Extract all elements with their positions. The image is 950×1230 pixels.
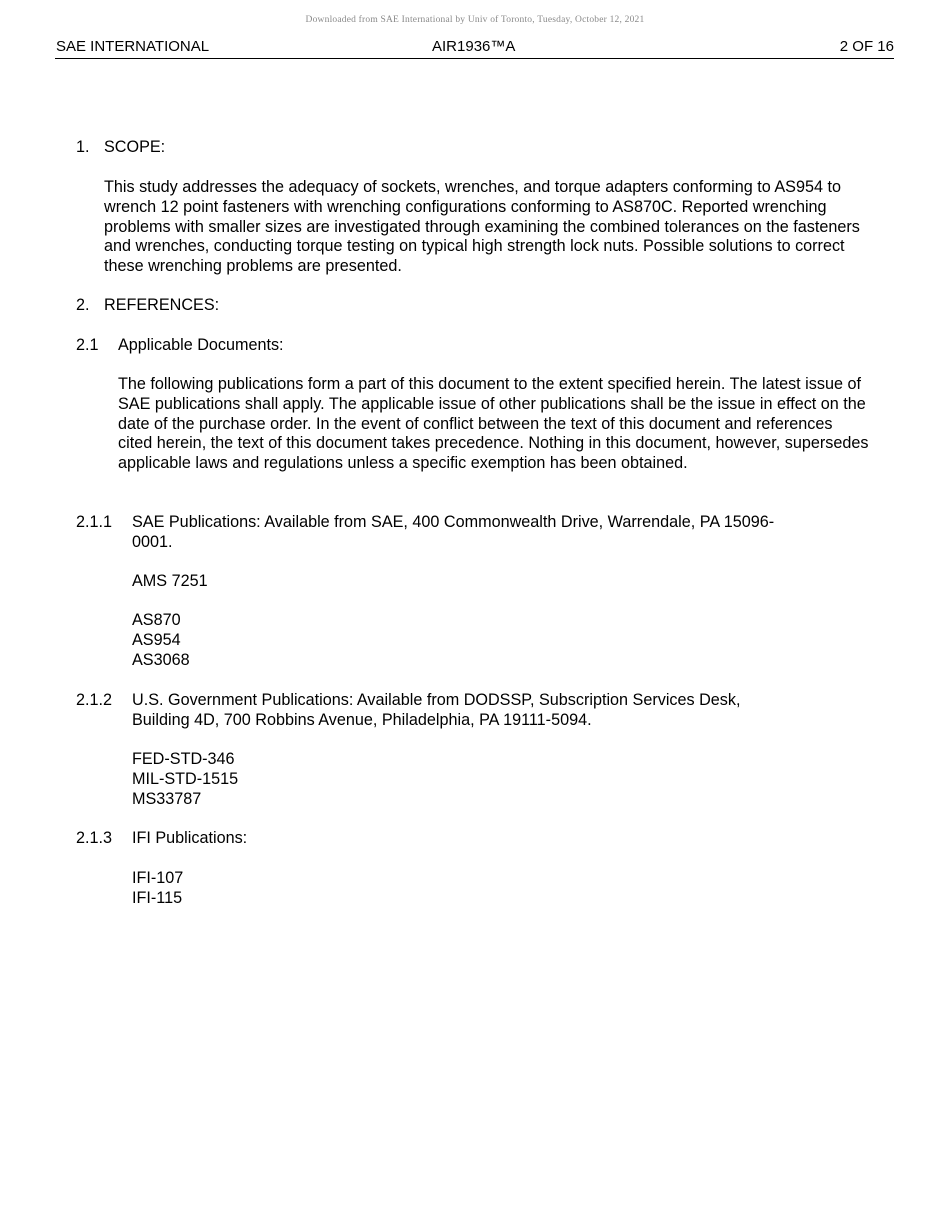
section-2-1-title: Applicable Documents: <box>118 336 284 354</box>
government-publication-item: MIL-STD-1515 <box>132 769 239 788</box>
section-2-1-2-text: U.S. Government Publications: Available from DODSSP, Subscription Services Desk, Building 4D, 700 Robbins Avenue, Philadelphia, PA 19111-5094. <box>132 691 741 729</box>
sae-publication-item: AS954 <box>132 630 181 649</box>
section-1-title: SCOPE: <box>104 138 166 156</box>
ifi-publication-list <box>132 869 432 909</box>
section-1-number: 1. <box>76 138 90 156</box>
section-2-1-1-number: 2.1.1 <box>76 513 113 531</box>
sae-publication-item: AS870 <box>132 611 181 629</box>
ifi-publication-item: IFI-115 <box>132 888 183 907</box>
government-publication-item: MS33787 <box>132 789 202 808</box>
sae-publication-list-2 <box>132 611 432 670</box>
sae-publication-list-1 <box>132 572 432 592</box>
sae-publication-item: AS3068 <box>132 650 190 669</box>
government-publication-list <box>132 750 432 809</box>
section-2-title: REFERENCES: <box>104 296 220 314</box>
section-2-number: 2. <box>76 296 90 314</box>
section-2-1-1-text: SAE Publications: Available from SAE, 400 Commonwealth Drive, Warrendale, PA 15096-0001. <box>132 513 775 551</box>
download-watermark: Downloaded from SAE International by Univ of Toronto, Tuesday, October 12, 2021 <box>305 15 645 25</box>
page-header <box>55 38 894 59</box>
sae-publication-item: AMS 7251 <box>132 572 208 590</box>
ifi-publication-item: IFI-107 <box>132 869 184 887</box>
section-1-body: This study addresses the adequacy of sockets, wrenches, and torque adapters conforming to AS954 to wrench 12 point fasteners with wrenching configurations conforming to AS870C. Reported wrenching problems with smaller sizes are investigated through examining the combined tolerances on the fasteners and wrenches, conducting torque testing on typical high strength lock nuts. Possible solutions to correct these wrenching problems are presented. <box>104 178 860 276</box>
government-publication-item: FED-STD-346 <box>132 750 235 768</box>
section-2-1-3-number: 2.1.3 <box>76 829 113 847</box>
section-2-1-3-text: IFI Publications: <box>132 829 248 847</box>
header-page-number: 2 OF 16 <box>839 38 894 55</box>
section-2-1-body: The following publications form a part of this document to the extent specified herein. The latest issue of SAE publications shall apply. The applicable issue of other publications shall be the issue in effect on the date of the purchase order. In the event of conflict between the text of this document and references cited herein, the text of this document takes precedence. Nothing in this document, however, supersedes applicable laws and regulations unless a specific exemption has been obtained. <box>118 375 869 473</box>
section-2-1-number: 2.1 <box>76 336 99 354</box>
header-organization: SAE INTERNATIONAL <box>56 38 210 55</box>
header-document-id: AIR1936™A <box>432 38 516 55</box>
section-2-1-2-number: 2.1.2 <box>76 691 113 709</box>
